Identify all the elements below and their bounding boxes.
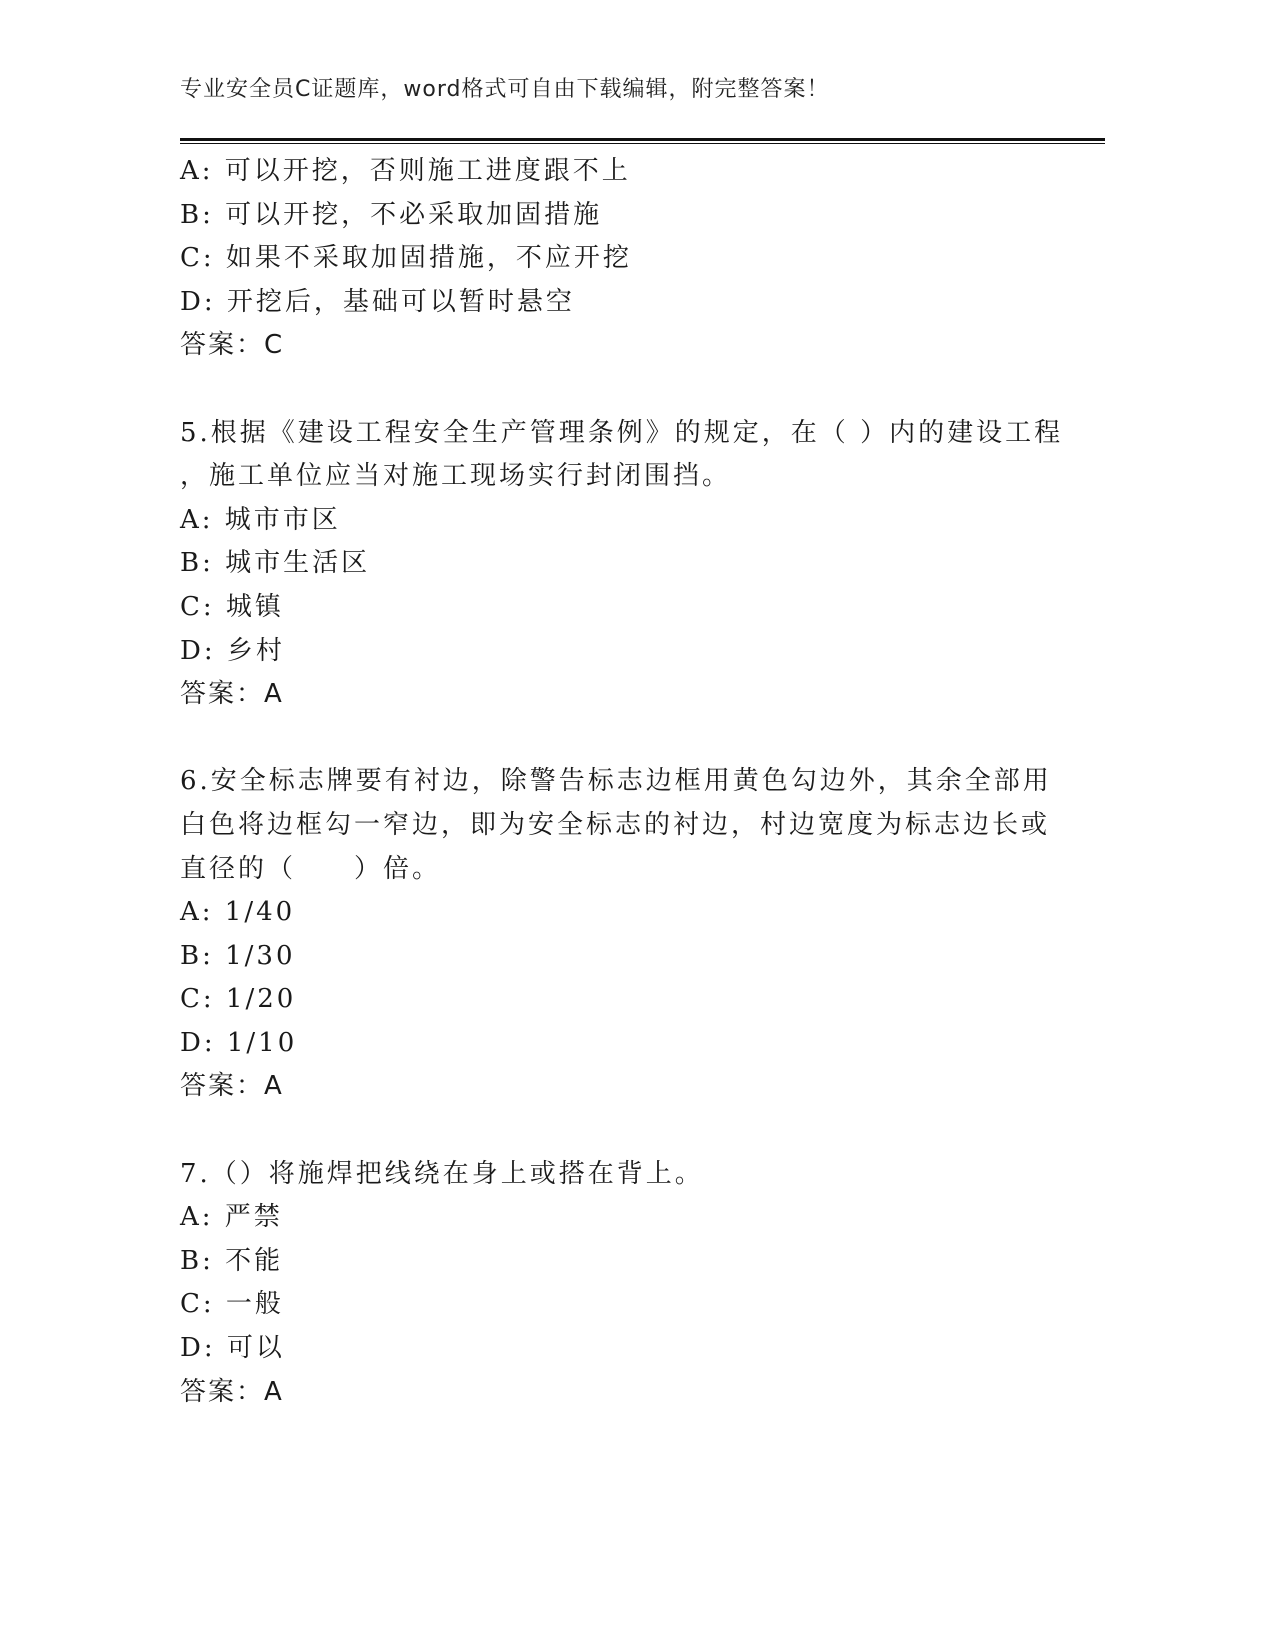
option-d: D: 开挖后，基础可以暂时悬空 bbox=[180, 286, 575, 317]
option-a: A: 可以开挖，否则施工进度跟不上 bbox=[180, 156, 631, 186]
option-b: B: 不能 bbox=[180, 1245, 284, 1276]
question-text: 5.根据《建设工程安全生产管理条例》的规定，在（ ）内的建设工程 bbox=[180, 417, 1064, 448]
answer-line: 答案：A bbox=[180, 1071, 284, 1102]
option-d: D: 1/10 bbox=[180, 1027, 298, 1058]
question-block bbox=[180, 412, 1105, 717]
question-block bbox=[180, 760, 1105, 1109]
block-spacer bbox=[180, 1109, 1105, 1153]
block-spacer bbox=[180, 717, 1105, 761]
option-d: D: 可以 bbox=[180, 1333, 285, 1364]
question-text: 7.（）将施焊把线绕在身上或搭在背上。 bbox=[180, 1158, 704, 1189]
option-d: D: 乡村 bbox=[180, 635, 285, 666]
question-list bbox=[180, 150, 1105, 1414]
page-header: 专业安全员C证题库，word格式可自由下载编辑，附完整答案！ bbox=[180, 77, 830, 102]
question-block bbox=[180, 150, 1105, 368]
answer-line: 答案：A bbox=[180, 1376, 284, 1407]
option-c: C: 城镇 bbox=[180, 591, 284, 622]
option-a: A: 1/40 bbox=[180, 897, 296, 928]
block-spacer bbox=[180, 368, 1105, 412]
question-text: 直径的（ ）倍。 bbox=[180, 853, 442, 884]
question-block bbox=[180, 1153, 1105, 1415]
option-b: B: 城市生活区 bbox=[180, 548, 371, 579]
option-a: A: 严禁 bbox=[180, 1202, 283, 1233]
option-b: B: 1/30 bbox=[180, 940, 296, 971]
answer-line: 答案：A bbox=[180, 679, 284, 710]
option-a: A: 城市市区 bbox=[180, 504, 341, 535]
question-text: ，施工单位应当对施工现场实行封闭围挡。 bbox=[180, 461, 732, 492]
answer-line: 答案：C bbox=[180, 330, 285, 361]
question-text: 白色将边框勾一窄边，即为安全标志的衬边，村边宽度为标志边长或 bbox=[180, 809, 1051, 840]
option-c: C: 一般 bbox=[180, 1289, 284, 1320]
option-b: B: 可以开挖，不必采取加固措施 bbox=[180, 199, 603, 230]
header-divider bbox=[180, 138, 1105, 144]
question-text: 6.安全标志牌要有衬边，除警告标志边框用黄色勾边外，其余全部用 bbox=[180, 766, 1052, 797]
option-c: C: 1/20 bbox=[180, 984, 297, 1015]
option-c: C: 如果不采取加固措施，不应开挖 bbox=[180, 243, 632, 274]
